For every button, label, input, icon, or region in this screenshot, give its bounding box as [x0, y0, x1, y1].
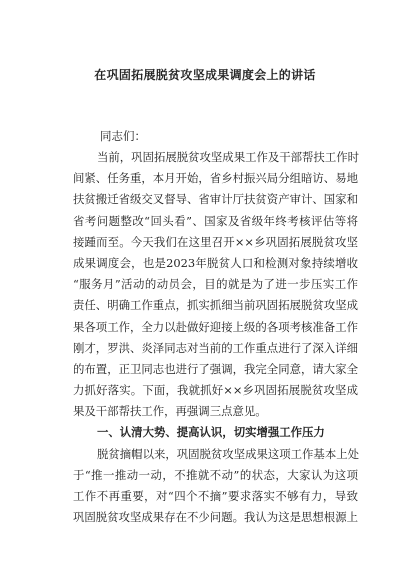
body-line: “服务月”活动的动员会，目的就是为了进一步压实工作 [73, 277, 358, 292]
body-line: 果及干部帮扶工作，再强调三点意见。 [73, 404, 267, 419]
greeting: 同志们： [100, 129, 146, 143]
body-line: 巩固脱贫攻坚成果存在不少问题。我认为这是思想根源上 [73, 510, 358, 525]
body-line: 当前，巩固拓展脱贫攻坚成果工作及干部帮扶工作时 [97, 150, 359, 164]
section-heading: 一、认清大势、提高认识，切实增强工作压力 [97, 425, 325, 440]
body-line: 脱贫摘帽以来，巩固脱贫攻坚成果这项工作基本上处 [97, 446, 359, 461]
body-line: 扶贫搬迁省级交叉督导、省审计厅扶贫资产审计、国家和 [73, 192, 358, 207]
body-line: 间紧、任务重，本月开始，省乡村振兴局分组暗访、易地 [73, 171, 358, 186]
body-line: 果各项工作，全力以赴做好迎接上级的各项考核准备工作 [73, 319, 358, 334]
document-title: 在巩固拓展脱贫攻坚成果调度会上的讲话 [94, 68, 316, 82]
body-line: 成果调度会，也是2023年脱贫人口和检测对象持续增收 [73, 255, 358, 270]
body-line: 刚才，罗洪、炎泽同志对当前的工作重点进行了深入详细 [73, 340, 358, 355]
body-line: 力抓好落实。下面，我就抓好××乡巩固拓展脱贫攻坚成 [73, 383, 358, 398]
body-line: 的布置，正卫同志也进行了强调，我完全同意，请大家全 [73, 361, 358, 376]
body-line: 省考问题整改“回头看”、国家及省级年终考核评估等将 [73, 213, 358, 228]
body-line: 责任、明确工作重点，抓实抓细当前巩固拓展脱贫攻坚成 [73, 298, 358, 313]
body-line: 接踵而至。今天我们在这里召开××乡巩固拓展脱贫攻坚 [73, 234, 358, 249]
document-body [73, 147, 358, 528]
body-line: 于“推一推动一动，不推就不动”的状态，大家认为这项 [73, 467, 358, 482]
body-line: 工作不再重要，对“四个不摘”要求落实不够有力，导致 [73, 489, 358, 503]
